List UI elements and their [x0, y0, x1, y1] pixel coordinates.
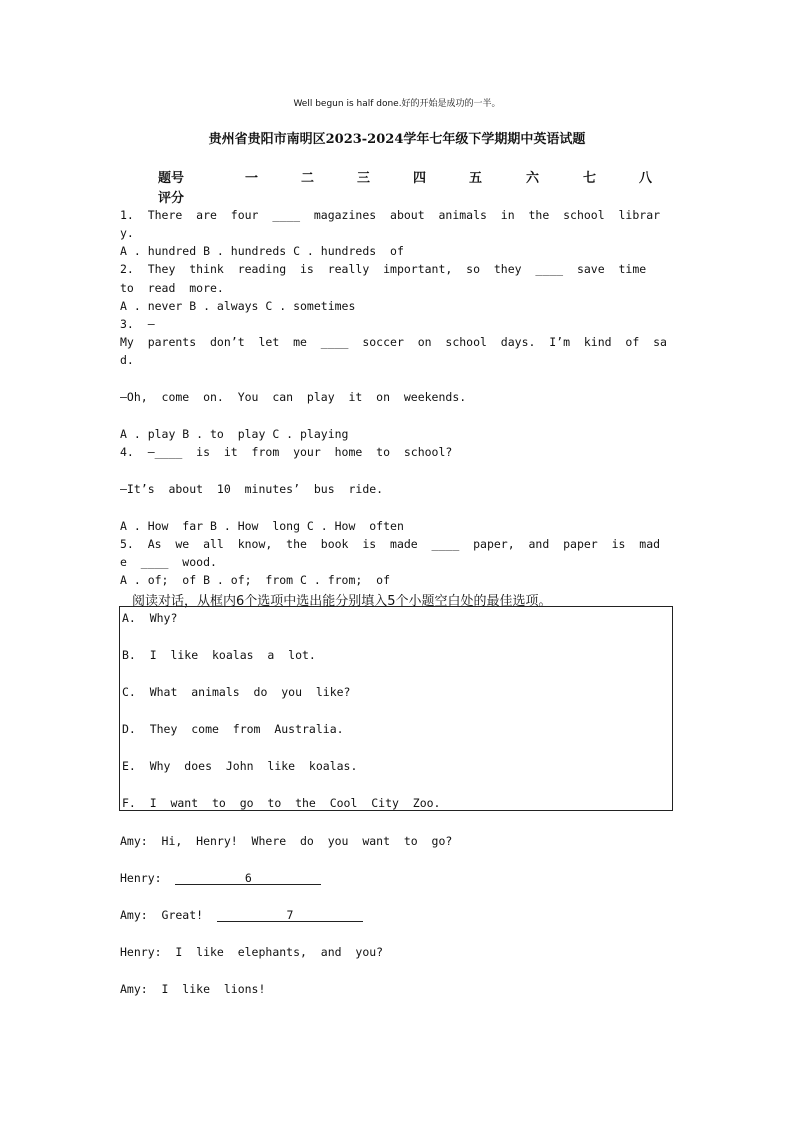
question-3-stem: My parents don’t let me ____ soccer on school days. I’m kind of sa	[120, 335, 667, 349]
question-1-options: A . hundred B . hundreds C . hundreds of	[120, 244, 404, 258]
page-motto: Well begun is half done.好的开始是成功的一半。	[293, 99, 501, 109]
question-1-stem-cont: y.	[120, 226, 134, 240]
dialogue-line-5: Amy: I like lions!	[120, 982, 266, 996]
score-col-7: 七	[583, 171, 597, 186]
question-3-reply: —Oh, come on. You can play it on weekends.	[120, 390, 467, 404]
option-e: E. Why does John like koalas.	[122, 759, 358, 773]
score-col-5: 五	[469, 171, 483, 186]
question-3-number: 3. —	[120, 317, 155, 331]
score-col-4: 四	[413, 171, 427, 186]
question-4-reply: —It’s about 10 minutes’ bus ride.	[120, 482, 384, 496]
score-col-8: 八	[639, 171, 653, 186]
score-table-header	[120, 167, 680, 185]
question-1-stem: 1. There are four ____ magazines about animals in the school librar	[120, 208, 661, 222]
option-c: C. What animals do you like?	[122, 685, 351, 699]
page-title: 贵州省贵阳市南明区2023-2024学年七年级下学期期中英语试题	[208, 132, 586, 147]
question-4-options: A . How far B . How long C . How often	[120, 519, 404, 533]
question-5-stem: 5. As we all know, the book is made ____ paper, and paper is mad	[120, 537, 661, 551]
score-col-6: 六	[526, 171, 540, 186]
score-col-3: 三	[357, 171, 371, 186]
dialogue-line-1: Amy: Hi, Henry! Where do you want to go?	[120, 834, 453, 848]
option-f: F. I want to go to the Cool City Zoo.	[122, 796, 441, 810]
question-5-options: A . of; of B . of; from C . from; of	[120, 573, 391, 587]
dialogue-line-3	[120, 908, 676, 922]
question-5-stem-cont: e ____ wood.	[120, 555, 217, 569]
option-d: D. They come from Australia.	[122, 722, 344, 736]
dialogue-line-3-speaker: Amy: Great!	[120, 908, 217, 922]
question-2-stem-cont: to read more.	[120, 281, 224, 295]
score-table-label-number: 题号	[158, 171, 185, 186]
question-3-stem-cont: d.	[120, 353, 134, 367]
answer-blank-6[interactable]: 6	[175, 871, 321, 885]
question-3-options: A . play B . to play C . playing	[120, 427, 349, 441]
option-b: B. I like koalas a lot.	[122, 648, 316, 662]
score-table-label-score: 评分	[158, 191, 185, 206]
answer-blank-7[interactable]: 7	[217, 908, 363, 922]
options-box	[119, 606, 673, 811]
section-instruction: 阅读对话，从框内6个选项中选出能分别填入5个小题空白处的最佳选项。	[132, 594, 552, 609]
question-2-options: A . never B . always C . sometimes	[120, 299, 356, 313]
question-4-stem: 4. —____ is it from your home to school?	[120, 445, 453, 459]
option-a: A. Why?	[122, 611, 178, 625]
question-2-stem: 2. They think reading is really important, so they ____ save time	[120, 262, 647, 276]
score-col-2: 二	[301, 171, 315, 186]
dialogue-line-2	[120, 871, 676, 885]
dialogue-line-2-speaker: Henry:	[120, 871, 176, 885]
dialogue-line-4: Henry: I like elephants, and you?	[120, 945, 384, 959]
score-col-1: 一	[245, 171, 259, 186]
